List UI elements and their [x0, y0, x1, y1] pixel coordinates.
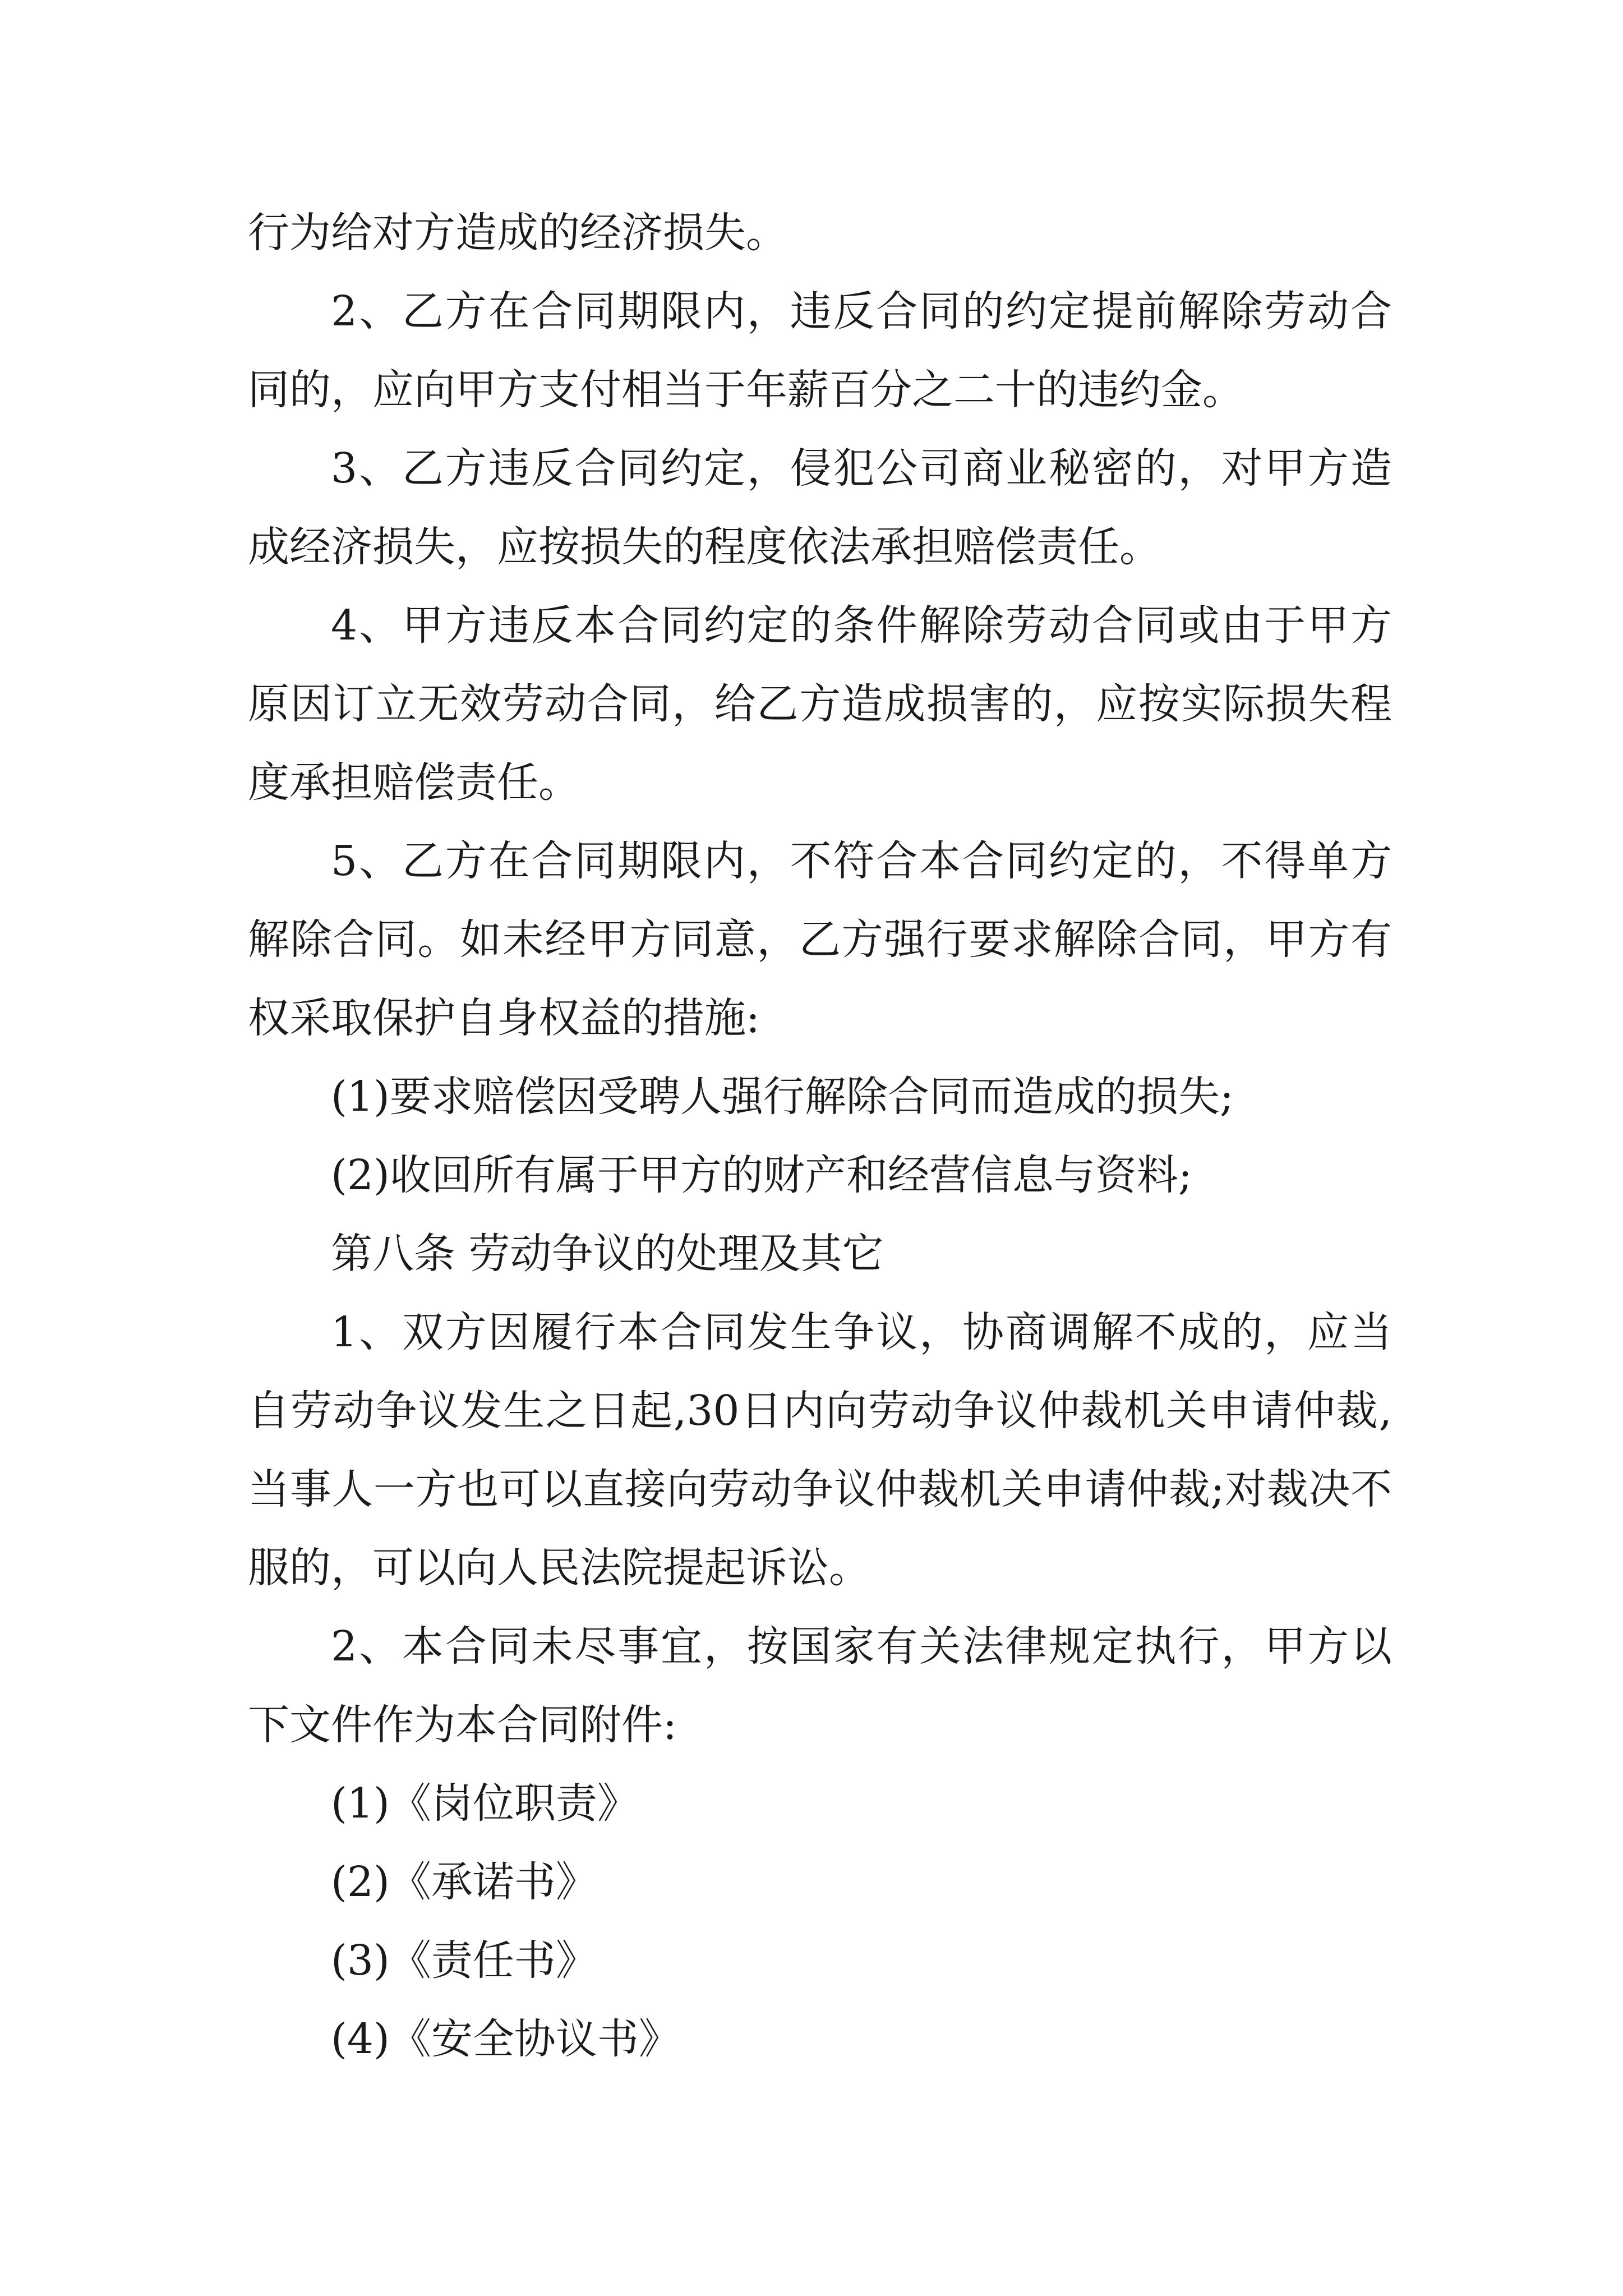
paragraph-clause-2: 2、乙方在合同期限内，违反合同的约定提前解除劳动合同的，应向甲方支付相当于年薪百分之二十的违约金。: [248, 287, 1392, 414]
document-body: [248, 194, 1392, 2078]
section-heading: 第八条 劳动争议的处理及其它: [331, 1230, 884, 1278]
paragraph-clause-4: 4、甲方违反本合同约定的条件解除劳动合同或由于甲方原因订立无效劳动合同，给乙方造成损害的，应按实际损失程度承担赔偿责任。: [248, 601, 1392, 807]
paragraph-dispute-1: 1、双方因履行本合同发生争议，协商调解不成的，应当自劳动争议发生之日起,30日内向劳动争议仲裁机关申请仲裁,当事人一方也可以直接向劳动争议仲裁机关申请仲裁;对裁决不服的，可以向人民法院提起诉讼。: [248, 1308, 1392, 1592]
list-item: (1)要求赔偿因受聘人强行解除合同而造成的损失;: [331, 1073, 1234, 1121]
paragraph-dispute-2: 2、本合同未尽事宜，按国家有关法律规定执行，甲方以下文件作为本合同附件:: [248, 1622, 1392, 1749]
list-item: (2)收回所有属于甲方的财产和经营信息与资料;: [331, 1151, 1192, 1199]
paragraph-clause-5: 5、乙方在合同期限内，不符合本合同约定的，不得单方解除合同。如未经甲方同意，乙方强行要求解除合同，甲方有权采取保护自身权益的措施:: [248, 837, 1392, 1042]
paragraph-clause-3: 3、乙方违反合同约定，侵犯公司商业秘密的，对甲方造成经济损失，应按损失的程度依法承担赔偿责任。: [248, 444, 1392, 571]
list-item: (3)《责任书》: [331, 1936, 597, 1985]
list-item: (2)《承诺书》: [331, 1858, 597, 1906]
paragraph-continuation: 行为给对方造成的经济损失。: [248, 209, 787, 257]
list-item: (1)《岗位职责》: [331, 1779, 639, 1828]
list-item: (4)《安全协议书》: [331, 2015, 680, 2063]
